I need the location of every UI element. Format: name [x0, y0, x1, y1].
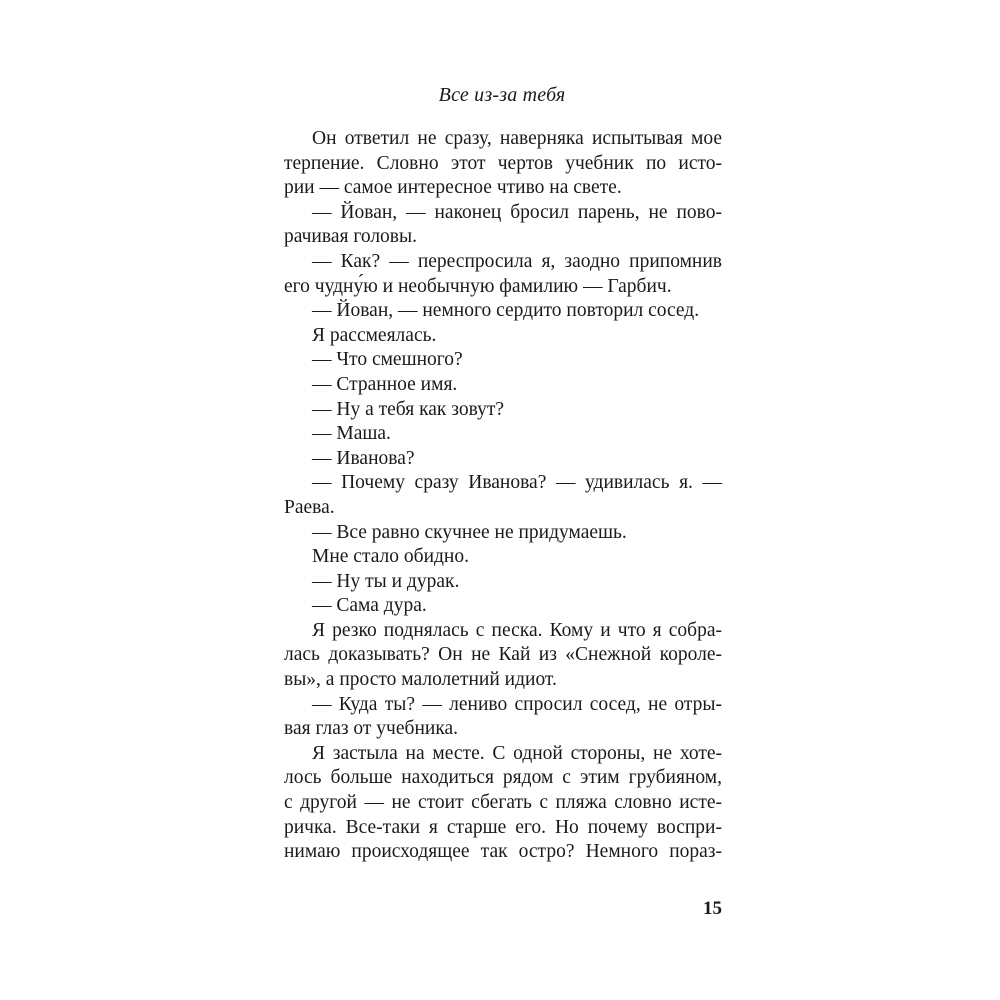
text-line: — Как? — переспросила я, заодно припомнив: [312, 250, 722, 272]
body-text: [284, 127, 722, 865]
text-line: — Ну ты и дурак.: [312, 570, 460, 592]
text-line: нимаю происходящее так остро? Немного пораз-: [284, 841, 722, 863]
text-line: — Йован, — немного сердито повторил сосед.: [312, 300, 700, 322]
running-head: Все из-за тебя: [438, 84, 566, 106]
text-line: — Ну а тебя как зовут?: [312, 398, 505, 420]
text-line: — Сама дура.: [312, 595, 427, 617]
text-line: ричка. Все-таки я старше его. Но почему воспри-: [284, 816, 722, 838]
text-line: рии — самое интересное чтиво на свете.: [284, 177, 622, 199]
text-line: Мне стало обидно.: [312, 546, 469, 568]
text-line: Я рассмеялась.: [312, 324, 437, 346]
text-line: — Все равно скучнее не придумаешь.: [312, 521, 627, 543]
text-line: лась доказывать? Он не Кай из «Снежной короле-: [284, 644, 722, 666]
text-line: вая глаз от учебника.: [284, 718, 459, 740]
text-line: — Йован, — наконец бросил парень, не пово-: [312, 201, 722, 223]
text-line: — Странное имя.: [312, 373, 458, 395]
text-line: — Почему сразу Иванова? — удивилась я. —: [312, 472, 722, 494]
text-line: Раева.: [284, 496, 335, 518]
text-line: его чудну́ю и необычную фамилию — Гарбич.: [284, 275, 672, 297]
text-line: Я застыла на месте. С одной стороны, не хоте-: [312, 742, 722, 764]
page-number: 15: [703, 898, 722, 919]
text-line: — Куда ты? — лениво спросил сосед, не отры-: [312, 693, 722, 715]
text-line: рачивая головы.: [284, 226, 417, 248]
text-line: Он ответил не сразу, наверняка испытывая мое: [312, 128, 722, 149]
text-line: — Иванова?: [312, 447, 415, 469]
text-line: лось больше находиться рядом с этим грубияном,: [284, 767, 722, 789]
text-line: Я резко поднялась с песка. Кому и что я собра-: [312, 619, 722, 641]
text-line: — Маша.: [312, 423, 391, 445]
text-line: — Что смешного?: [312, 349, 463, 371]
text-line: терпение. Словно этот чертов учебник по исто-: [284, 152, 722, 174]
text-line: с другой — не стоит сбегать с пляжа словно исте-: [284, 792, 722, 814]
text-line: вы», а просто малолетний идиот.: [284, 669, 557, 691]
